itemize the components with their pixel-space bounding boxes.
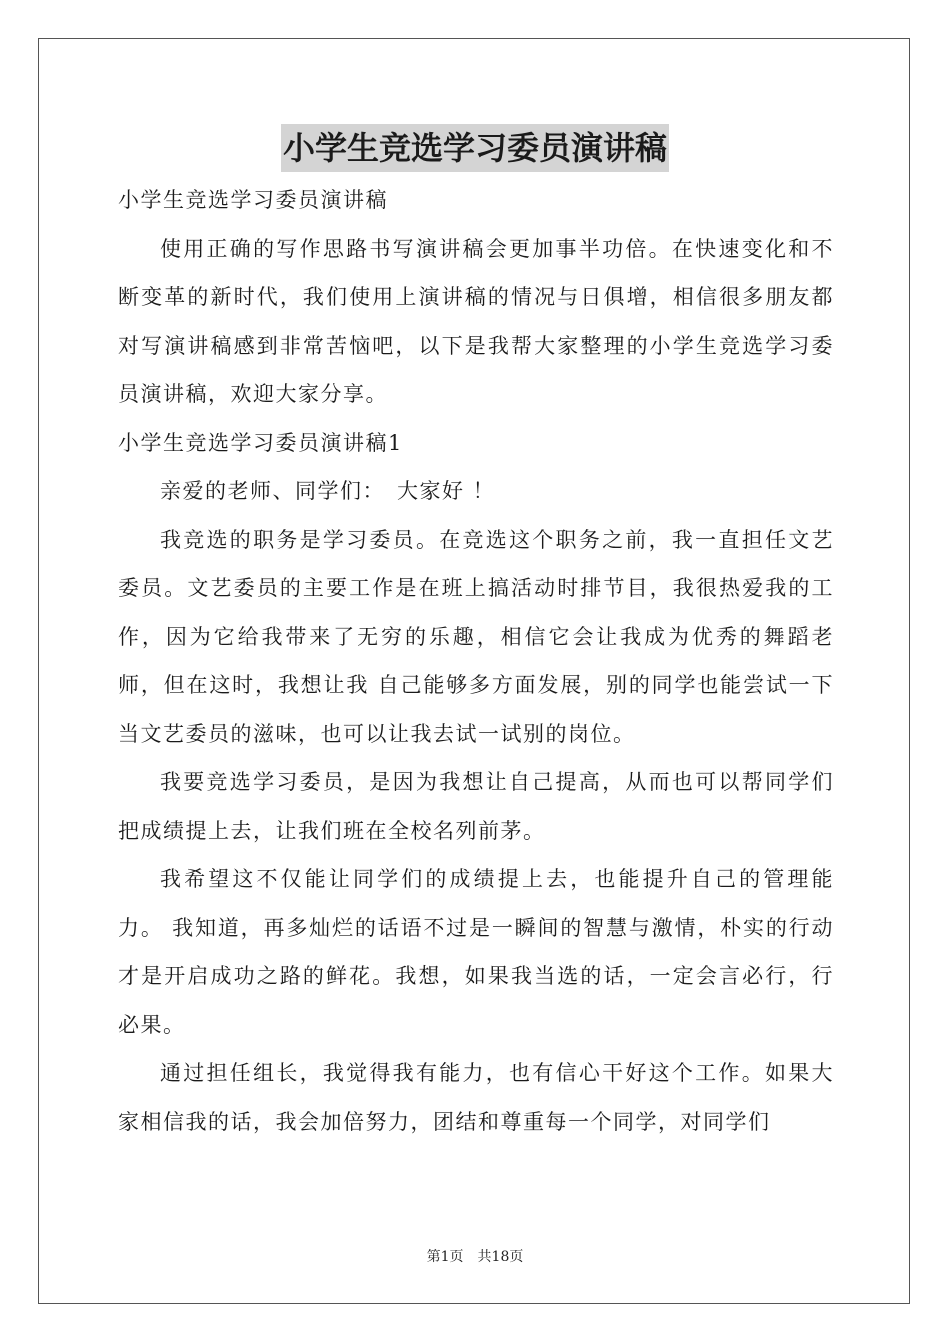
document-title: 小学生竞选学习委员演讲稿 — [281, 124, 669, 172]
paragraph: 使用正确的写作思路书写演讲稿会更加事半功倍。在快速变化和不断变革的新时代，我们使用上演讲稿的情况与日俱增，相信很多朋友都对写演讲稿感到非常苦恼吧，以下是我帮大家整理的小学生竞选学习委员演讲稿，欢迎大家分享。 — [118, 236, 834, 406]
paragraph: 小学生竞选学习委员演讲稿1 — [118, 430, 403, 455]
document-body — [118, 176, 834, 1146]
paragraph: 亲爱的老师、同学们： 大家好 ！ — [160, 479, 496, 503]
paragraph: 我希望这不仅能让同学们的成绩提上去，也能提升自己的管理能力。 我知道，再多灿烂的话语不过是一瞬间的智慧与激情，朴实的行动才是开启成功之路的鲜花。我想，如果我当选的话，一定会言必行，行必果。 — [118, 867, 834, 1037]
paragraph: 我要竞选学习委员，是因为我想让自己提高，从而也可以帮同学们把成绩提上去，让我们班在全校名列前茅。 — [118, 770, 834, 843]
paragraph: 小学生竞选学习委员演讲稿 — [118, 188, 388, 212]
page-footer: 第1页 共18页 — [426, 1249, 524, 1265]
document-title-container — [0, 124, 950, 172]
paragraph: 通过担任组长，我觉得我有能力，也有信心干好这个工作。如果大家相信我的话，我会加倍努力，团结和尊重每一个同学，对同学们 — [118, 1061, 834, 1134]
paragraph: 我竞选的职务是学习委员。在竞选这个职务之前，我一直担任文艺委员。文艺委员的主要工作是在班上搞活动时排节目，我很热爱我的工作，因为它给我带来了无穷的乐趣，相信它会让我成为优秀的舞蹈老师，但在这时，我想让我 自己能够多方面发展，别的同学也能尝试一下当文艺委员的滋味，也可以让我去试一试别的岗位。 — [118, 527, 834, 746]
